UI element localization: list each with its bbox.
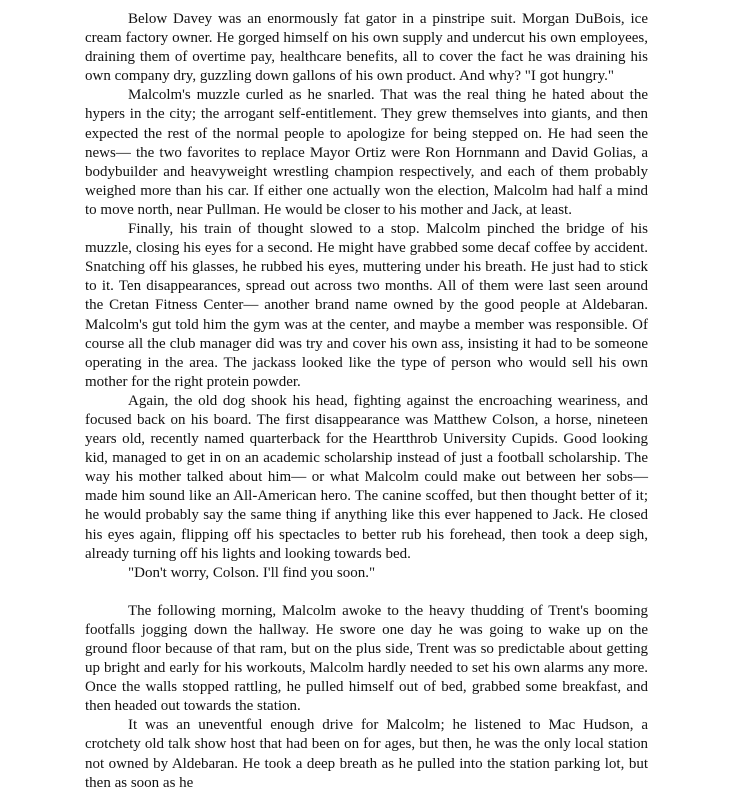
- paragraph-first-disappearance: Again, the old dog shook his head, fighting against the encroaching weariness, and focused back on his board. The first disappearance was Matthew Colson, a horse, nineteen years old, recently named quarterback for the Heartthrob University Cupids. Good looking kid, managed to get in on an academic scholarship instead of just a football scholarship. The way his mother talked about him— or what Malcolm could make out between her sobs— made him sound like an All-American hero. The canine scoffed, but then thought better of it; he would probably say the same thing if anything like this ever happened to Jack. He closed his eyes again, flipping off his spectacles to better rub his forehead, then took a deep sigh, already turning off his lights and looking towards bed.: [85, 392, 648, 562]
- paragraph-colson-quote: "Don't worry, Colson. I'll find you soon.": [128, 564, 376, 581]
- paragraph-following-morning: The following morning, Malcolm awoke to the heavy thudding of Trent's booming footfalls jogging down the hallway. He swore one day he was going to wake up on the ground floor because of that ram, but on the plus side, Trent was so predictable about getting up bright and early for his workouts, Malcolm hardly needed to set his own alarms any more. Once the walls stopped rattling, he pulled himself out of bed, grabbed some breakfast, and then headed out towards the station.: [85, 602, 648, 715]
- paragraph-davey-gator: Below Davey was an enormously fat gator in a pinstripe suit. Morgan DuBois, ice cream factory owner. He gorged himself on his own supply and undercut his own employees, draining them of overtime pay, healthcare benefits, all to cover the fact he was draining his own company dry, guzzling down gallons of his own product. And why? "I got hungry.": [85, 11, 648, 85]
- paragraph-malcolm-snarl: Malcolm's muzzle curled as he snarled. That was the real thing he hated about the hypers in the city; the arrogant self-entitlement. They grew themselves into giants, and then expected the rest of the normal people to apologize for being stepped on. He had seen the news— the two favorites to replace Mayor Ortiz were Ron Hornmann and David Golias, a bodybuilder and heavyweight wrestling champion respectively, and each of them probably weighed more than his car. If either one actually won the election, Malcolm had half a mind to move north, near Pullman. He would be closer to his mother and Jack, at least.: [85, 87, 648, 218]
- paragraph-train-of-thought: Finally, his train of thought slowed to a stop. Malcolm pinched the bridge of his muzzle, closing his eyes for a second. He might have grabbed some decaf coffee by accident. Snatching off his glasses, he rubbed his eyes, muttering under his breath. He just had to stick to it. Ten disappearances, spread out across two months. All of them were last seen around the Cretan Fitness Center— another brand name owned by the good people at Aldebaran. Malcolm's gut told him the gym was at the center, and maybe a member was responsible. Of course all the club manager did was try and cover his own ass, insisting it had to be someone operating in the area. The jackass looked like the type of person who would sell his own mother for the right protein powder.: [85, 221, 648, 390]
- paragraph-drive-to-station: It was an uneventful enough drive for Malcolm; he listened to Mac Hudson, a crotchety old talk show host that had been on for ages, but then, he was the only local station not owned by Aldebaran. He took a deep breath as he pulled into the station parking lot, but then as soon as he: [85, 717, 648, 791]
